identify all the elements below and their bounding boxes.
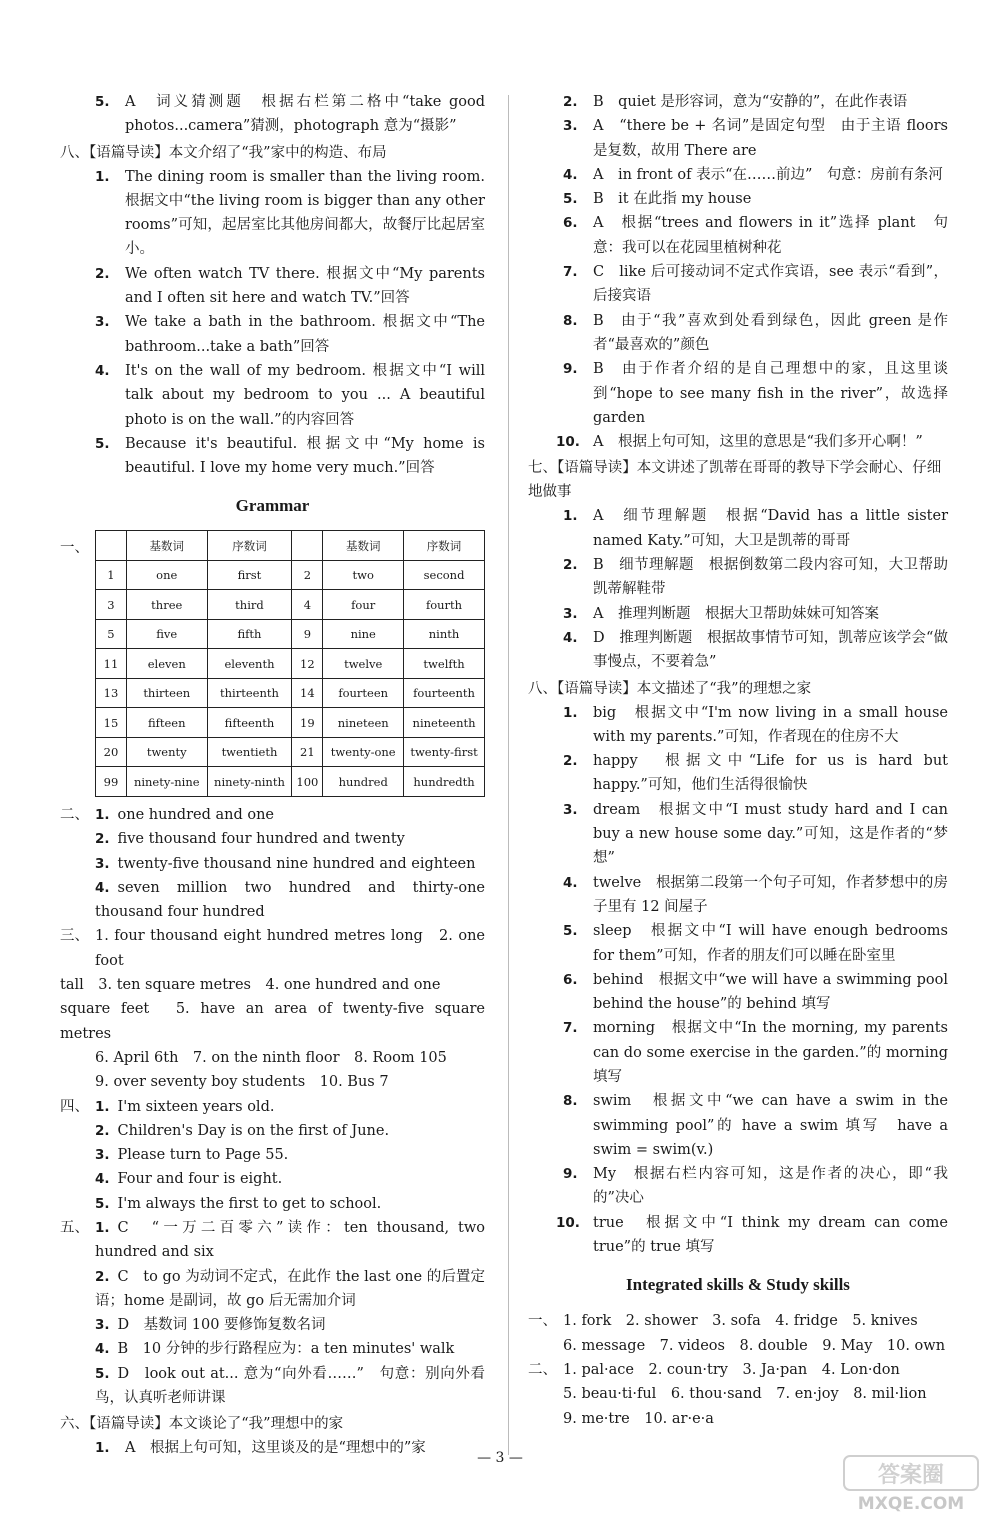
answer-line: 1. four thousand eight hundred metres long 2. one foot: [95, 928, 485, 969]
grammar-part-5: [60, 1216, 485, 1410]
answer-line: 6. April 6th 7. on the ninth floor 8. Room 105: [95, 1049, 447, 1066]
answer-line: 4. seven million two hundred and thirty-one thousand four hundred: [95, 879, 485, 921]
table-row: 3 three third 4 four fourth: [96, 590, 485, 620]
answer-line: 1. C “一万二百零六”读作：ten thousand, two hundred and six: [95, 1220, 485, 1261]
answer-line: 5. beau·ti·ful 6. thou·sand 7. en·joy 8. mil·lion: [563, 1386, 927, 1403]
answer-line: tall 3. ten square metres 4. one hundred and one: [60, 977, 441, 994]
section-7: [528, 456, 948, 674]
answer-item: 1. A 细节理解题 根据“David has a little sister named Katy.”可知，大卫是凯蒂的哥哥: [563, 508, 948, 549]
answer-line: 1. one hundred and one: [95, 806, 275, 823]
answer-line: 9. me·tre 10. ar·e·a: [563, 1410, 714, 1427]
table-row: 20 twenty twentieth 21 twenty-one twenty-first: [96, 737, 485, 767]
part-label: 二、: [528, 1361, 557, 1378]
table-row: 99 ninety-nine ninety-ninth 100 hundred hundredth: [96, 767, 485, 797]
answer-line: 3. twenty-five thousand nine hundred and eighteen: [95, 855, 476, 872]
answer-item: 1. A 根据上句可知，这里谈及的是“理想中的”家: [95, 1440, 426, 1457]
answer-line: 1. pal·ace 2. coun·try 3. Ja·pan 4. Lon·don: [563, 1361, 900, 1378]
answer-line: 3. D 基数词 100 要修饰复数名词: [95, 1317, 326, 1334]
answer-item: 8. swim 根据文中“we can have a swim in the swimming pool”的 have a swim 填写 have a swim = swim(v.): [563, 1093, 948, 1158]
part-label: 五、: [60, 1220, 89, 1236]
answer-item: 7. C like 后可接动词不定式作宾语，see 表示“看到”，后接宾语: [563, 264, 948, 305]
answer-line: 1. I'm sixteen years old.: [95, 1098, 275, 1115]
section-head: 六、【语篇导读】本文谈论了“我”理想中的家: [60, 1416, 344, 1433]
answer-line: square feet 5. have an area of twenty-five square metres: [60, 1001, 485, 1042]
answer-item: 9. My 根据右栏内容可知，这是作者的决心，即“我的”决心: [563, 1166, 948, 1207]
answer-line: 5. D look out at... 意为“向外看……” 句意：别向外看鸟，认真听老师讲课: [95, 1365, 485, 1407]
answer-item: 7. morning 根据文中“In the morning, my parents can do some exercise in the garden.”的 morning 填写: [563, 1020, 948, 1085]
section-head: 八、【语篇导读】本文描述了“我”的理想之家: [528, 680, 812, 697]
answer-line: 6. message 7. videos 8. double 9. May 10. own: [563, 1337, 946, 1354]
table-header-row: 基数词 序数词 基数词 序数词: [96, 531, 485, 561]
integrated-skills-title: Integrated skills & Study skills: [626, 1275, 850, 1295]
grammar-part-1: [60, 530, 485, 797]
section-6-continued: [528, 90, 948, 454]
watermark-logo-text: 答案圈: [877, 1463, 945, 1488]
skills-part-1: [528, 1309, 948, 1358]
right-column: [528, 90, 948, 1431]
answer-item: 10. true 根据文中“I think my dream can come true”的 true 填写: [556, 1214, 948, 1256]
answer-item: 4. It's on the wall of my bedroom. 根据文中“I will talk about my bedroom to you ... A beautiful photo is on the wall.”的内容回答: [95, 362, 485, 428]
skills-part-2: [528, 1358, 948, 1431]
answer-item: 3. We take a bath in the bathroom. 根据文中“The bathroom...take a bath”回答: [95, 314, 485, 355]
answer-line: 9. over seventy boy students 10. Bus 7: [95, 1074, 389, 1091]
answer-line: 1. fork 2. shower 3. sofa 4. fridge 5. knives: [563, 1313, 918, 1330]
part-label: 一、: [60, 540, 89, 557]
answer-item: 6. behind 根据文中“we will have a swimming pool behind the house”的 behind 填写: [563, 971, 948, 1013]
answer-item: 5. A 词义猜测题 根据右栏第二格中“take good photos...camera”猜测，photograph 意为“摄影”: [95, 94, 485, 135]
answer-item: 4. twelve 根据第二段第一个句子可知，作者梦想中的房子里有 12 间屋子: [563, 874, 948, 915]
answer-item: 2. happy 根据文中“Life for us is hard but happy.”可知，他们生活得很愉快: [563, 753, 948, 794]
grammar-title: Grammar: [235, 496, 310, 516]
table-row: 13 thirteen thirteenth 14 fourteen fourteenth: [96, 678, 485, 708]
answer-line: 5. I'm always the first to get to school.: [95, 1195, 382, 1212]
answer-item: 4. A in front of 表示“在……前边” 句意：房前有条河: [563, 166, 943, 183]
answer-item: 4. D 推理判断题 根据故事情节可知，凯蒂应该学会“做事慢点，不要着急”: [563, 629, 948, 671]
answer-item: 1. The dining room is smaller than the living room. 根据文中“the living room is bigger than any other rooms”可知，起居室比其他房间都大，故餐厅比起居室小。: [95, 168, 485, 258]
table-row: 11 eleven eleventh 12 twelve twelfth: [96, 649, 485, 679]
answer-line: 4. B 10 分钟的步行路程应为：a ten minutes' walk: [95, 1341, 455, 1358]
answer-line: 2. five thousand four hundred and twenty: [95, 831, 405, 848]
answer-item: 2. B quiet 是形容词，意为“安静的”，在此作表语: [563, 94, 908, 110]
answer-item: 2. We often watch TV there. 根据文中“My parents and I often sit here and watch TV.”回答: [95, 265, 485, 307]
section-head: 八、【语篇导读】本文介绍了“我”家中的构造、布局: [60, 144, 387, 161]
answer-item: 5. B it 在此指 my house: [563, 191, 752, 208]
left-column: [60, 90, 485, 1461]
part-label: 二、: [60, 806, 89, 823]
answer-line: 3. Please turn to Page 55.: [95, 1147, 289, 1164]
part-label: 三、: [60, 928, 89, 945]
answer-item: 9. B 由于作者介绍的是自己理想中的家，且这里谈到“hope to see many fish in the river”，故选择 garden: [563, 361, 948, 426]
grammar-part-3: [60, 924, 485, 1094]
answer-item: 2. B 细节理解题 根据倒数第二段内容可知，大卫帮助凯蒂解鞋带: [563, 557, 948, 598]
answer-line: 2. Children's Day is on the first of June.: [95, 1122, 390, 1139]
answer-item: 3. A “there be + 名词”是固定句型 由于主语 floors 是复数，故用 There are: [563, 118, 948, 159]
section-8-left: [60, 141, 485, 481]
grammar-part-4: [60, 1095, 485, 1216]
number-table: [95, 530, 485, 797]
grammar-part-2: [60, 803, 485, 924]
column-divider: [508, 95, 509, 1455]
section-head: 七、【语篇导读】本文讲述了凯蒂在哥哥的教导下学会耐心、仔细地做事: [528, 460, 942, 501]
table-row: 1 one first 2 two second: [96, 560, 485, 590]
watermark-logo: [836, 1452, 986, 1514]
page-number: — 3 —: [477, 1450, 523, 1466]
answer-item: 6. A 根据“trees and flowers in it”选择 plant 句意：我可以在花园里植树种花: [563, 215, 948, 256]
answer-item: 5. sleep 根据文中“I will have enough bedrooms for them”可知，作者的朋友们可以睡在卧室里: [563, 923, 948, 964]
part-label: 四、: [60, 1098, 89, 1115]
answer-item: 8. B 由于“我”喜欢到处看到绿色，因此 green 是作者“最喜欢的”颜色: [563, 312, 948, 353]
section-8-right: [528, 677, 948, 1260]
watermark-text: MXQE.COM: [857, 1494, 965, 1514]
answer-item: 5. Because it's beautiful. 根据文中“My home is beautiful. I love my home very much.”回答: [95, 435, 485, 477]
answer-item: 3. dream 根据文中“I must study hard and I can buy a new house some day.”可知，这是作者的“梦想”: [563, 801, 948, 867]
answer-item: 1. big 根据文中“I'm now living in a small house with my parents.”可知，作者现在的住房不大: [563, 704, 948, 745]
table-row: 15 fifteen fifteenth 19 nineteen nineteenth: [96, 708, 485, 738]
answer-line: 2. C to go 为动词不定式，在此作 the last one 的后置定语；home 是副词，故 go 后无需加介词: [95, 1268, 485, 1309]
table-row: 5 five fifth 9 nine ninth: [96, 619, 485, 649]
part-label: 一、: [528, 1313, 557, 1330]
answer-item: 10. A 根据上句可知，这里的意思是“我们多开心啊！”: [556, 434, 923, 451]
answer-item: 3. A 推理判断题 根据大卫帮助妹妹可知答案: [563, 605, 879, 622]
answer-line: 4. Four and four is eight.: [95, 1171, 283, 1188]
